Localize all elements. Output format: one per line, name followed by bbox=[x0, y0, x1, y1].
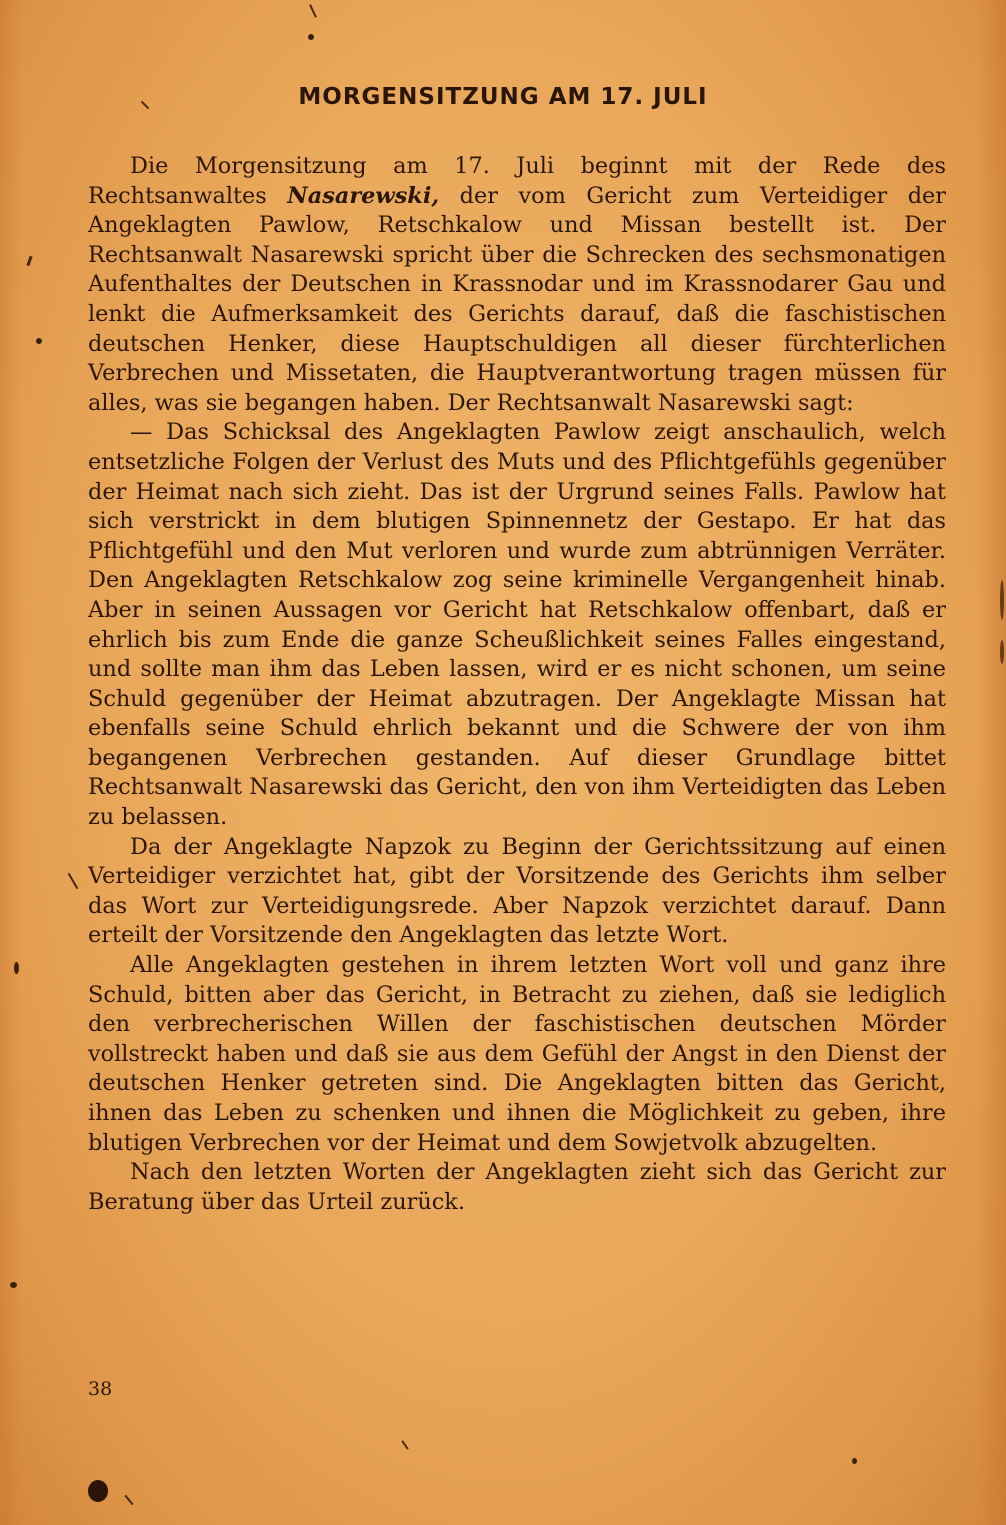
body-text bbox=[88, 152, 946, 1217]
paragraph-1 bbox=[88, 152, 946, 418]
ink-speck bbox=[36, 338, 42, 344]
paragraph-4: Alle Angeklagten gestehen in ihrem letzten Wort voll und ganz ihre Schuld, bitten aber das Gericht, in Betracht zu ziehen, daß sie lediglich den verbrecherischen Willen der faschistischen deutschen Mörder vollstreckt haben und daß sie aus dem Gefühl der Angst in den Dienst der deutschen Henker getreten sind. Die Angeklagten bitten das Gericht, ihnen das Leben zu schenken und ihnen die Möglichkeit zu geben, ihre blutigen Verbrechen vor der Heimat und dem Sowjetvolk abzugelten. bbox=[88, 952, 946, 1156]
paragraph-2: — Das Schicksal des Angeklagten Pawlow zeigt anschaulich, welch entsetzliche Folgen der Verlust des Muts und des Pflichtgefühls gegenüber der Heimat nach sich zieht. Das ist der Urgrund seines Falls. Pawlow hat sich verstrickt in dem blutigen Spinnennetz der Gestapo. Er hat das Pflichtgefühl und den Mut verloren und wurde zum abtrünnigen Verräter. Den Angeklagten Retschkalow zog seine kriminelle Vergangenheit hinab. Aber in seinen Aussagen vor Gericht hat Retschkalow offenbart, daß er ehrlich bis zum Ende die ganze Scheußlichkeit seines Falles eingestand, und sollte man ihm das Leben lassen, wird er es nicht schonen, um seine Schuld gegenüber der Heimat abzutragen. Der Angeklagte Missan hat ebenfalls seine Schuld ehrlich bekannt und die Schwere der von ihm begangenen Verbrechen gestanden. Auf dieser Grundlage bittet Rechtsanwalt Nasarewski das Gericht, den von ihm Verteidigten das Leben zu belassen. bbox=[88, 419, 946, 831]
ink-speck bbox=[10, 1282, 17, 1288]
page-edge-shadow-right bbox=[978, 0, 1006, 1525]
paragraph-5: Nach den letzten Worten der Angeklagten zieht sich das Gericht zur Beratung über das Urteil zurück. bbox=[88, 1159, 946, 1215]
page-number: 38 bbox=[88, 1378, 113, 1400]
ink-mark bbox=[26, 256, 32, 266]
ink-speck bbox=[1000, 640, 1004, 664]
paragraph-1-rest: der vom Gericht zum Verteidiger der Angeklagten Pawlow, Retschkalow und Missan bestellt ist. Der Rechtsanwalt Nasarewski spricht über die Schrecken des sechsmonatigen Aufenthaltes der Deutschen in Krassnodar und im Krassnodarer Gau und lenkt die Aufmerksamkeit des Gerichts darauf, daß die faschistischen deutschen Henker, diese Hauptschuldigen all dieser fürchterlichen Verbrechen und Missetaten, die Hauptverantwortung tragen müssen für alles, was sie begangen haben. Der Rechtsanwalt Nasarewski sagt: bbox=[88, 182, 946, 416]
ink-speck bbox=[308, 34, 314, 40]
ink-mark bbox=[68, 873, 79, 890]
ink-mark bbox=[309, 4, 317, 18]
paragraph-1-start: Die Morgensitzung am 17. Juli beginnt mit der Rede des Rechtsanwaltes bbox=[88, 153, 946, 209]
ink-speck bbox=[14, 962, 19, 974]
ink-speck bbox=[852, 1458, 857, 1464]
page-edge-shadow-left bbox=[0, 0, 22, 1525]
paragraph-3: Da der Angeklagte Napzok zu Beginn der Gerichtssitzung auf einen Verteidiger verzichtet hat, gibt der Vorsitzende des Gerichts ihm selber das Wort zur Verteidigungsrede. Aber Napzok verzichtet darauf. Dann erteilt der Vorsitzende den Angeklagten das letzte Wort. bbox=[88, 833, 946, 949]
ink-mark bbox=[401, 1440, 408, 1449]
page-heading: MORGENSITZUNG AM 17. JULI bbox=[298, 84, 708, 110]
ink-speck bbox=[88, 1480, 108, 1502]
lawyer-name: Nasarewski, bbox=[287, 182, 440, 209]
ink-mark bbox=[124, 1495, 133, 1505]
ink-speck bbox=[1000, 580, 1004, 620]
